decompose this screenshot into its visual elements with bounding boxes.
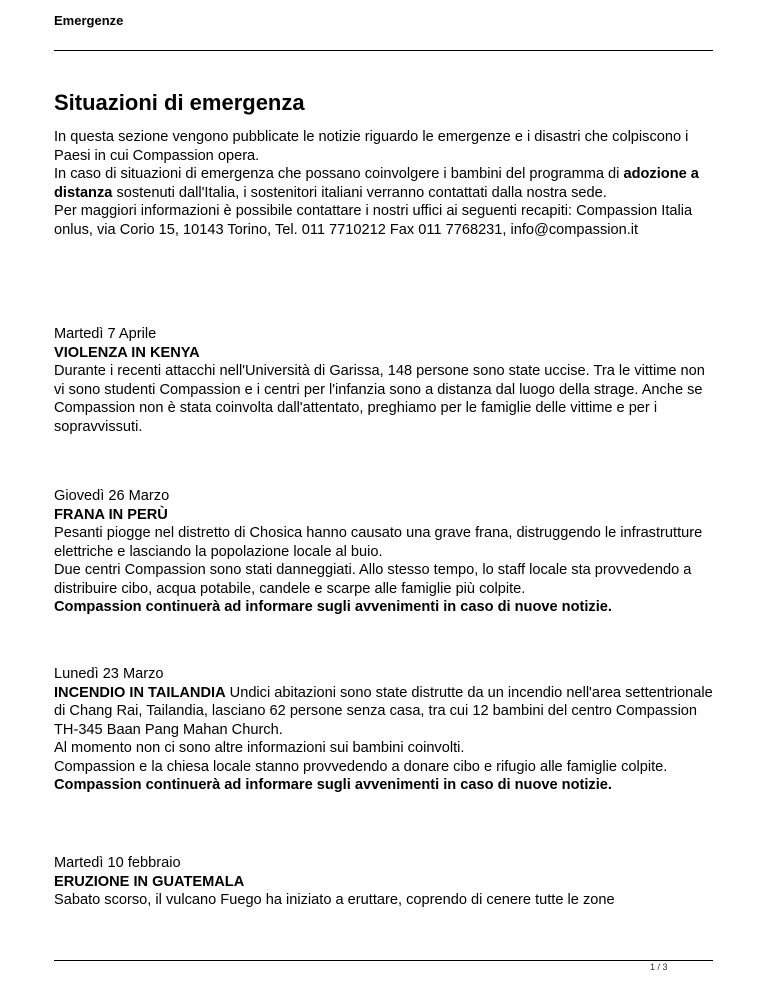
- news-item: [54, 665, 714, 795]
- page-number: 1 / 3: [650, 962, 668, 972]
- news-body: Al momento non ci sono altre informazioni sui bambini coinvolti.: [54, 740, 465, 756]
- intro-text: In caso di situazioni di emergenza che possano coinvolgere i bambini del programma di: [54, 166, 624, 182]
- news-date: Martedì 7 Aprile: [54, 326, 157, 342]
- news-item: [54, 325, 714, 436]
- news-closing: Compassion continuerà ad informare sugli avvenimenti in caso di nuove notizie.: [54, 777, 612, 793]
- news-item: [54, 854, 714, 910]
- news-body: Due centri Compassion sono stati danneggiati. Allo stesso tempo, lo staff locale sta provvedendo a distribuire cibo, acqua potabile, candele e scarpe alle famiglie più colpite.: [54, 562, 692, 597]
- news-body: Compassion e la chiesa locale stanno provvedendo a donare cibo e rifugio alle famiglie colpite.: [54, 758, 668, 775]
- news-date: Martedì 10 febbraio: [54, 855, 181, 871]
- news-closing: Compassion continuerà ad informare sugli avvenimenti in caso di nuove notizie.: [54, 599, 612, 615]
- intro-paragraph: In questa sezione vengono pubblicate le notizie riguardo le emergenze e i disastri che colpiscono i Paesi in cui Compassion opera.: [54, 129, 689, 164]
- news-item: [54, 487, 714, 617]
- news-body-text: Undici abitazioni sono state distrutte da un incendio nell'area settentrionale di Chang Rai, Tailandia, lasciano 62 persone senza casa, tra cui 12 bambini del centro Compassion TH-345 Baan Pang Mahan Church.: [54, 684, 713, 738]
- news-headline: FRANA IN PERÙ: [54, 506, 168, 523]
- intro-highlight: adozione a distanza: [54, 166, 699, 201]
- page-title: Situazioni di emergenza: [54, 90, 305, 115]
- news-date: Lunedì 23 Marzo: [54, 666, 164, 682]
- contact-paragraph: Per maggiori informazioni è possibile contattare i nostri uffici ai seguenti recapiti: Compassion Italia onlus, via Corio 15, 10143 Torino, Tel. 011 7710212 Fax 011 7768231, info@compassion.it: [54, 203, 693, 238]
- intro-text: sostenuti dall'Italia, i sostenitori italiani verranno contattati dalla nostra sede.: [112, 184, 607, 201]
- running-header: Emergenze: [54, 13, 124, 28]
- footer-divider: [54, 960, 713, 961]
- news-headline: ERUZIONE IN GUATEMALA: [54, 873, 245, 890]
- news-body: Durante i recenti attacchi nell'Università di Garissa, 148 persone sono state uccise. Tra le vittime non vi sono studenti Compassion e i centri per l'infanzia sono a distanza dal luogo della strage. Anche se Compassion non è stata coinvolta dall'attentato, preghiamo per le famiglie delle vittime e per i sopravvissuti.: [54, 363, 705, 435]
- news-body: Pesanti piogge nel distretto di Chosica hanno causato una grave frana, distruggendo le infrastrutture elettriche e lasciando la popolazione locale al buio.: [54, 525, 703, 560]
- news-body: [54, 684, 714, 740]
- news-date: Giovedì 26 Marzo: [54, 488, 170, 504]
- intro-paragraph: [54, 165, 714, 202]
- news-body: Sabato scorso, il vulcano Fuego ha iniziato a eruttare, coprendo di cenere tutte le zone: [54, 892, 615, 908]
- header-divider: [54, 50, 713, 51]
- intro-section: [54, 128, 714, 239]
- news-headline: VIOLENZA IN KENYA: [54, 344, 200, 361]
- news-headline: INCENDIO IN TAILANDIA: [54, 684, 226, 701]
